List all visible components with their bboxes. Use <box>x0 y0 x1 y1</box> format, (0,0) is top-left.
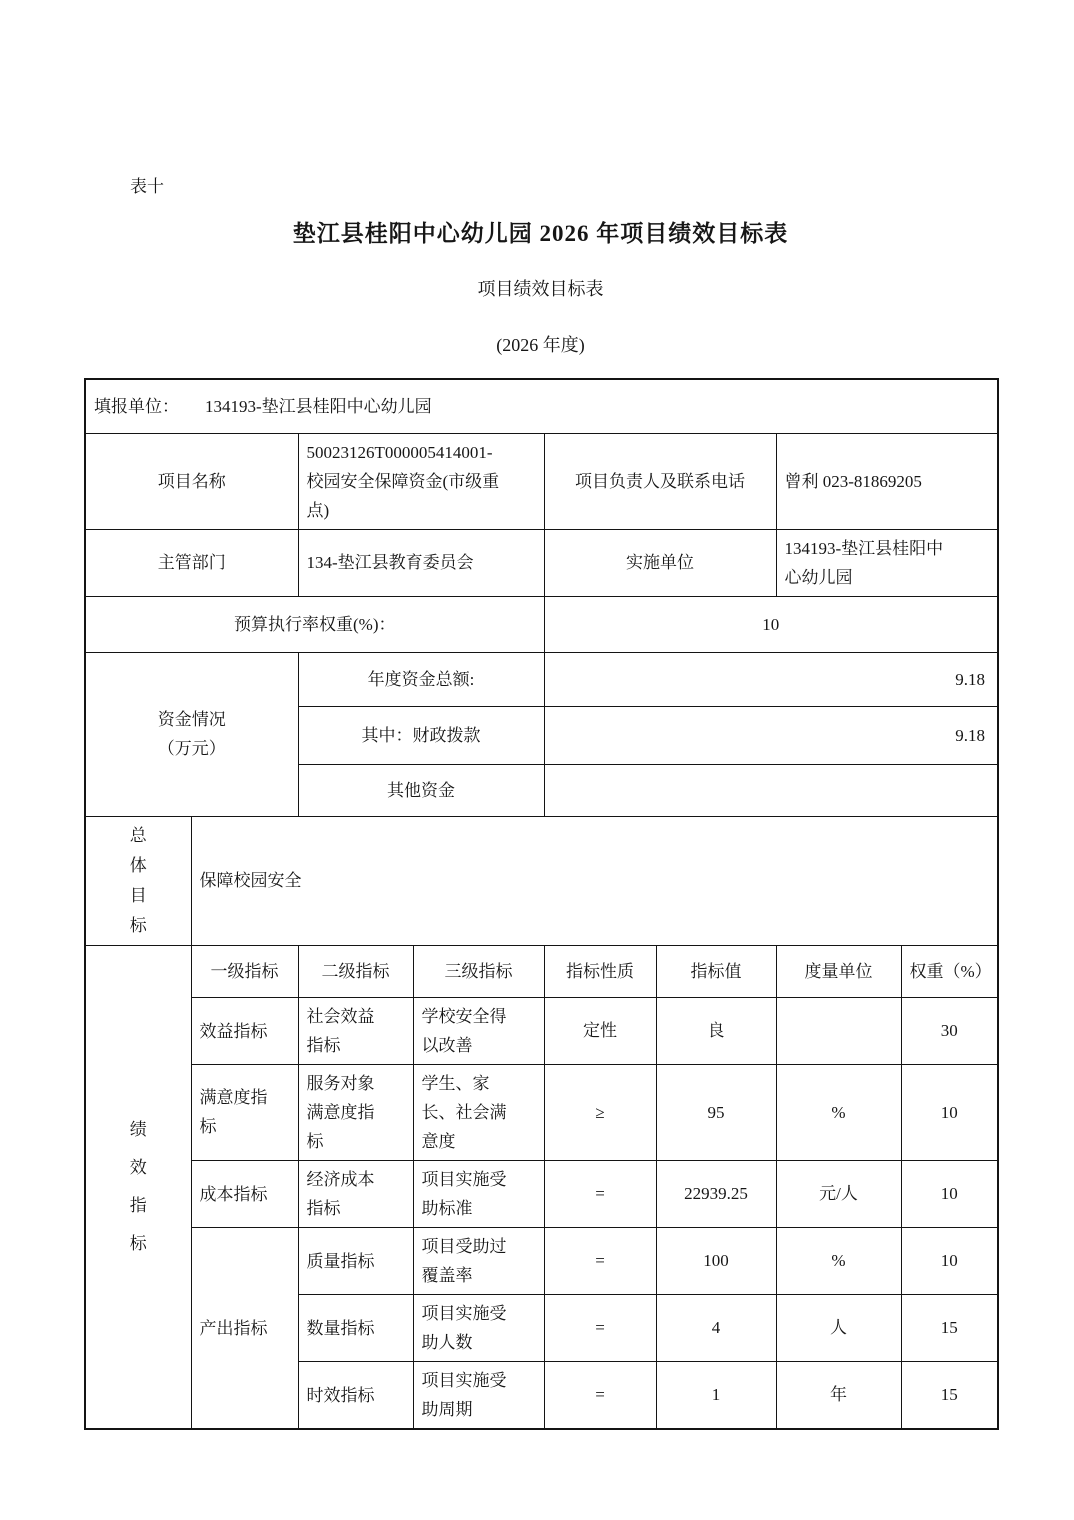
cell-budget-weight-label: 预算执行率权重(%)： <box>85 596 544 652</box>
cell-funds-group-label <box>85 652 298 816</box>
cell-value: 100 <box>656 1227 776 1294</box>
performance-target-table <box>84 378 999 1430</box>
cell-value: 1 <box>656 1361 776 1429</box>
cell-funds-fiscal-label: 其中：财政拨款 <box>298 706 544 764</box>
cell-weight: 15 <box>901 1294 998 1361</box>
cell-level2 <box>298 1361 413 1429</box>
cell-funds-total-value: 9.18 <box>544 652 998 706</box>
cell-weight: 15 <box>901 1361 998 1429</box>
cell-level3 <box>413 1294 544 1361</box>
cell-unit <box>776 997 901 1064</box>
row-reporting-unit <box>85 379 998 433</box>
indicator-level3: 项目受助过覆盖率 <box>421 1236 507 1285</box>
row-indicator-header <box>85 945 998 997</box>
page-title: 垫江县桂阳中心幼儿园 2026 年项目绩效目标表 <box>292 221 789 246</box>
cell-value: 良 <box>656 997 776 1064</box>
cell-indicator-group-label <box>85 945 191 1429</box>
header-level2: 二级指标 <box>298 945 413 997</box>
row-budget-execution-weight <box>85 596 998 652</box>
cell-level1-output <box>191 1227 298 1429</box>
cell-nature: 定性 <box>544 997 656 1064</box>
cell-level2 <box>298 997 413 1064</box>
cell-project-manager-value: 曾利 023-81869205 <box>776 433 998 529</box>
indicator-level3: 项目实施受助标准 <box>421 1169 507 1218</box>
overall-goal-label: 总体目标 <box>129 825 147 935</box>
cell-competent-dept-value: 134-垫江县教育委员会 <box>298 529 544 596</box>
row-overall-goal <box>85 816 998 945</box>
header-nature: 指标性质 <box>544 945 656 997</box>
header-level3: 三级指标 <box>413 945 544 997</box>
indicator-level2: 社会效益指标 <box>306 1006 375 1055</box>
funds-group-label-line1: 资金情况 <box>157 710 226 729</box>
cell-level1 <box>191 1160 298 1227</box>
indicator-level1: 效益指标 <box>199 1021 268 1041</box>
row-indicator-satisfaction <box>85 1064 998 1160</box>
cell-funds-fiscal-value: 9.18 <box>544 706 998 764</box>
indicator-level3: 学校安全得以改善 <box>421 1006 507 1055</box>
cell-level1 <box>191 997 298 1064</box>
row-indicator-benefit <box>85 997 998 1064</box>
cell-level1 <box>191 1064 298 1160</box>
header-level1: 一级指标 <box>191 945 298 997</box>
cell-nature: = <box>544 1361 656 1429</box>
indicator-level1: 成本指标 <box>199 1184 268 1204</box>
row-indicator-cost <box>85 1160 998 1227</box>
cell-funds-other-label: 其他资金 <box>298 764 544 816</box>
indicator-level1: 满意度指标 <box>199 1088 268 1136</box>
cell-level2 <box>298 1227 413 1294</box>
cell-level2 <box>298 1064 413 1160</box>
cell-project-name-label: 项目名称 <box>85 433 298 529</box>
cell-value: 95 <box>656 1064 776 1160</box>
header-unit: 度量单位 <box>776 945 901 997</box>
cell-project-name-value <box>298 433 544 529</box>
indicator-level3: 项目实施受助周期 <box>421 1370 507 1419</box>
cell-value: 22939.25 <box>656 1160 776 1227</box>
header-weight: 权重（%） <box>901 945 998 997</box>
indicator-level3: 学生、家长、社会满意度 <box>421 1073 507 1151</box>
cell-unit: 元/人 <box>776 1160 901 1227</box>
cell-weight: 10 <box>901 1227 998 1294</box>
cell-level2 <box>298 1294 413 1361</box>
indicator-level2: 数量指标 <box>306 1318 375 1338</box>
cell-nature: ≥ <box>544 1064 656 1160</box>
indicator-level2: 时效指标 <box>306 1385 375 1405</box>
row-funds-total <box>85 652 998 706</box>
indicator-level3: 项目实施受助人数 <box>421 1303 507 1352</box>
cell-nature: = <box>544 1160 656 1227</box>
cell-level3 <box>413 1361 544 1429</box>
cell-weight: 10 <box>901 1160 998 1227</box>
header-value: 指标值 <box>656 945 776 997</box>
cell-project-manager-label: 项目负责人及联系电话 <box>544 433 776 529</box>
project-name-value: 50023126T000005414001-校园安全保障资金(市级重点) <box>306 442 500 520</box>
cell-level3 <box>413 1064 544 1160</box>
cell-level3 <box>413 1160 544 1227</box>
cell-reporting-unit <box>85 379 998 433</box>
indicator-level2: 质量指标 <box>306 1251 375 1271</box>
cell-weight: 30 <box>901 997 998 1064</box>
indicator-level2: 经济成本指标 <box>306 1169 375 1218</box>
cell-implementing-unit-value <box>776 529 998 596</box>
cell-level2 <box>298 1160 413 1227</box>
cell-competent-dept-label: 主管部门 <box>85 529 298 596</box>
cell-funds-other-value <box>544 764 998 816</box>
cell-overall-goal-label <box>85 816 191 945</box>
row-indicator-quality <box>85 1227 998 1294</box>
row-project-name <box>85 433 998 529</box>
reporting-unit-value: 134193-垫江县桂阳中心幼儿园 <box>205 396 432 416</box>
cell-level3 <box>413 997 544 1064</box>
cell-value: 4 <box>656 1294 776 1361</box>
cell-level3 <box>413 1227 544 1294</box>
cell-unit: 年 <box>776 1361 901 1429</box>
cell-budget-weight-value: 10 <box>544 596 998 652</box>
cell-nature: = <box>544 1227 656 1294</box>
cell-overall-goal-value: 保障校园安全 <box>191 816 998 945</box>
cell-implementing-unit-label: 实施单位 <box>544 529 776 596</box>
page-period: (2026 年度) <box>496 335 585 355</box>
table-number-tag: 表十 <box>130 177 164 196</box>
page-subtitle: 项目绩效目标表 <box>477 279 604 299</box>
cell-unit: 人 <box>776 1294 901 1361</box>
indicator-level2: 服务对象满意度指标 <box>306 1073 375 1151</box>
row-competent-dept <box>85 529 998 596</box>
reporting-unit-label: 填报单位： <box>94 396 179 416</box>
cell-unit: % <box>776 1064 901 1160</box>
indicator-group-label: 绩效指标 <box>129 1119 147 1253</box>
implementing-unit-value: 134193-垫江县桂阳中心幼儿园 <box>784 538 944 587</box>
cell-unit: % <box>776 1227 901 1294</box>
cell-weight: 10 <box>901 1064 998 1160</box>
indicator-level1: 产出指标 <box>199 1318 268 1338</box>
cell-nature: = <box>544 1294 656 1361</box>
cell-funds-total-label: 年度资金总额: <box>298 652 544 706</box>
funds-group-label-line2: （万元） <box>157 739 226 758</box>
